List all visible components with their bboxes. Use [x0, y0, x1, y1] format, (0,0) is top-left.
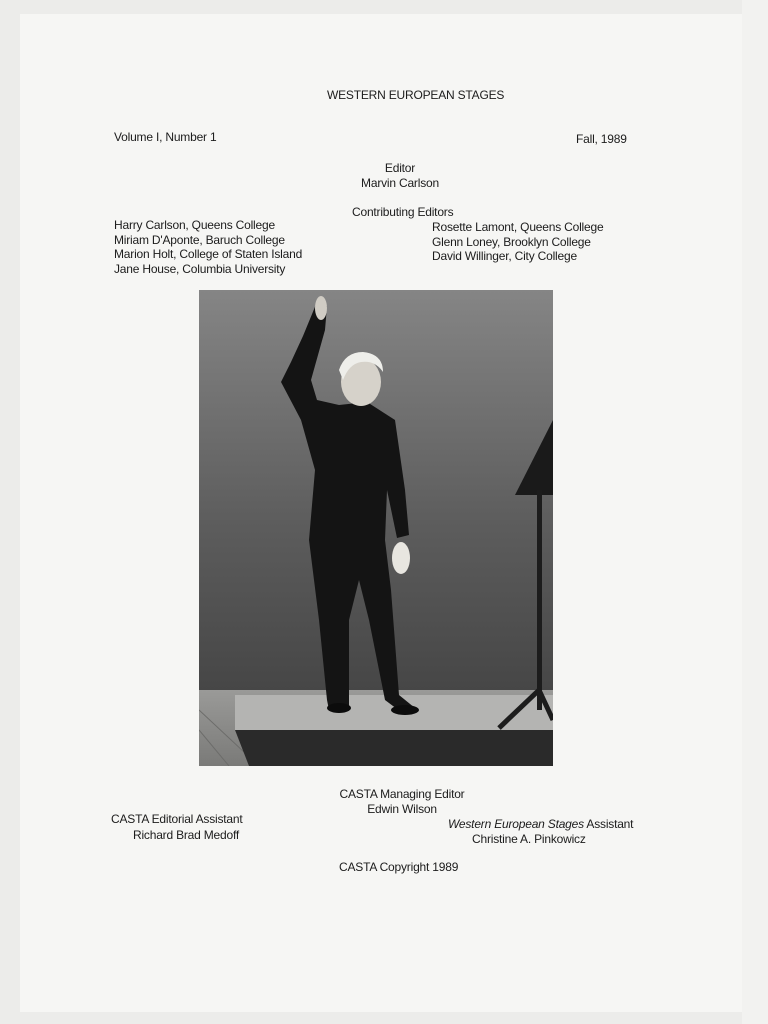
issue-date: Fall, 1989: [576, 132, 627, 146]
contributing-heading: Contributing Editors: [352, 205, 454, 219]
page-edge: [742, 0, 768, 1024]
contributing-editor: David Willinger, City College: [432, 249, 577, 263]
journal-title: WESTERN EUROPEAN STAGES: [327, 88, 505, 102]
editorial-assistant-name: Richard Brad Medoff: [133, 828, 240, 842]
editor-role: Editor: [384, 161, 416, 175]
wes-assistant-role: [448, 817, 633, 832]
managing-editor-name: Edwin Wilson: [367, 802, 437, 816]
editorial-assistant-role: CASTA Editorial Assistant: [111, 812, 243, 826]
wes-assistant-name: Christine A. Pinkowicz: [472, 832, 586, 846]
contributing-editor: Harry Carlson, Queens College: [114, 218, 275, 232]
volume-number: Volume I, Number 1: [114, 130, 217, 144]
assistant-word: Assistant: [583, 817, 634, 831]
contributing-editor: Jane House, Columbia University: [114, 262, 286, 276]
performer-photo: [199, 290, 553, 766]
journal-name-italic: Western European Stages: [448, 817, 584, 831]
contributing-editor: Rosette Lamont, Queens College: [432, 220, 604, 234]
contributing-editor: Glenn Loney, Brooklyn College: [432, 235, 591, 249]
managing-editor-role: CASTA Managing Editor: [339, 787, 465, 801]
copyright-notice: CASTA Copyright 1989: [339, 860, 459, 874]
contributing-editor: Marion Holt, College of Staten Island: [114, 247, 303, 261]
contributing-editor: Miriam D'Aponte, Baruch College: [114, 233, 285, 247]
editor-name: Marvin Carlson: [361, 176, 439, 190]
